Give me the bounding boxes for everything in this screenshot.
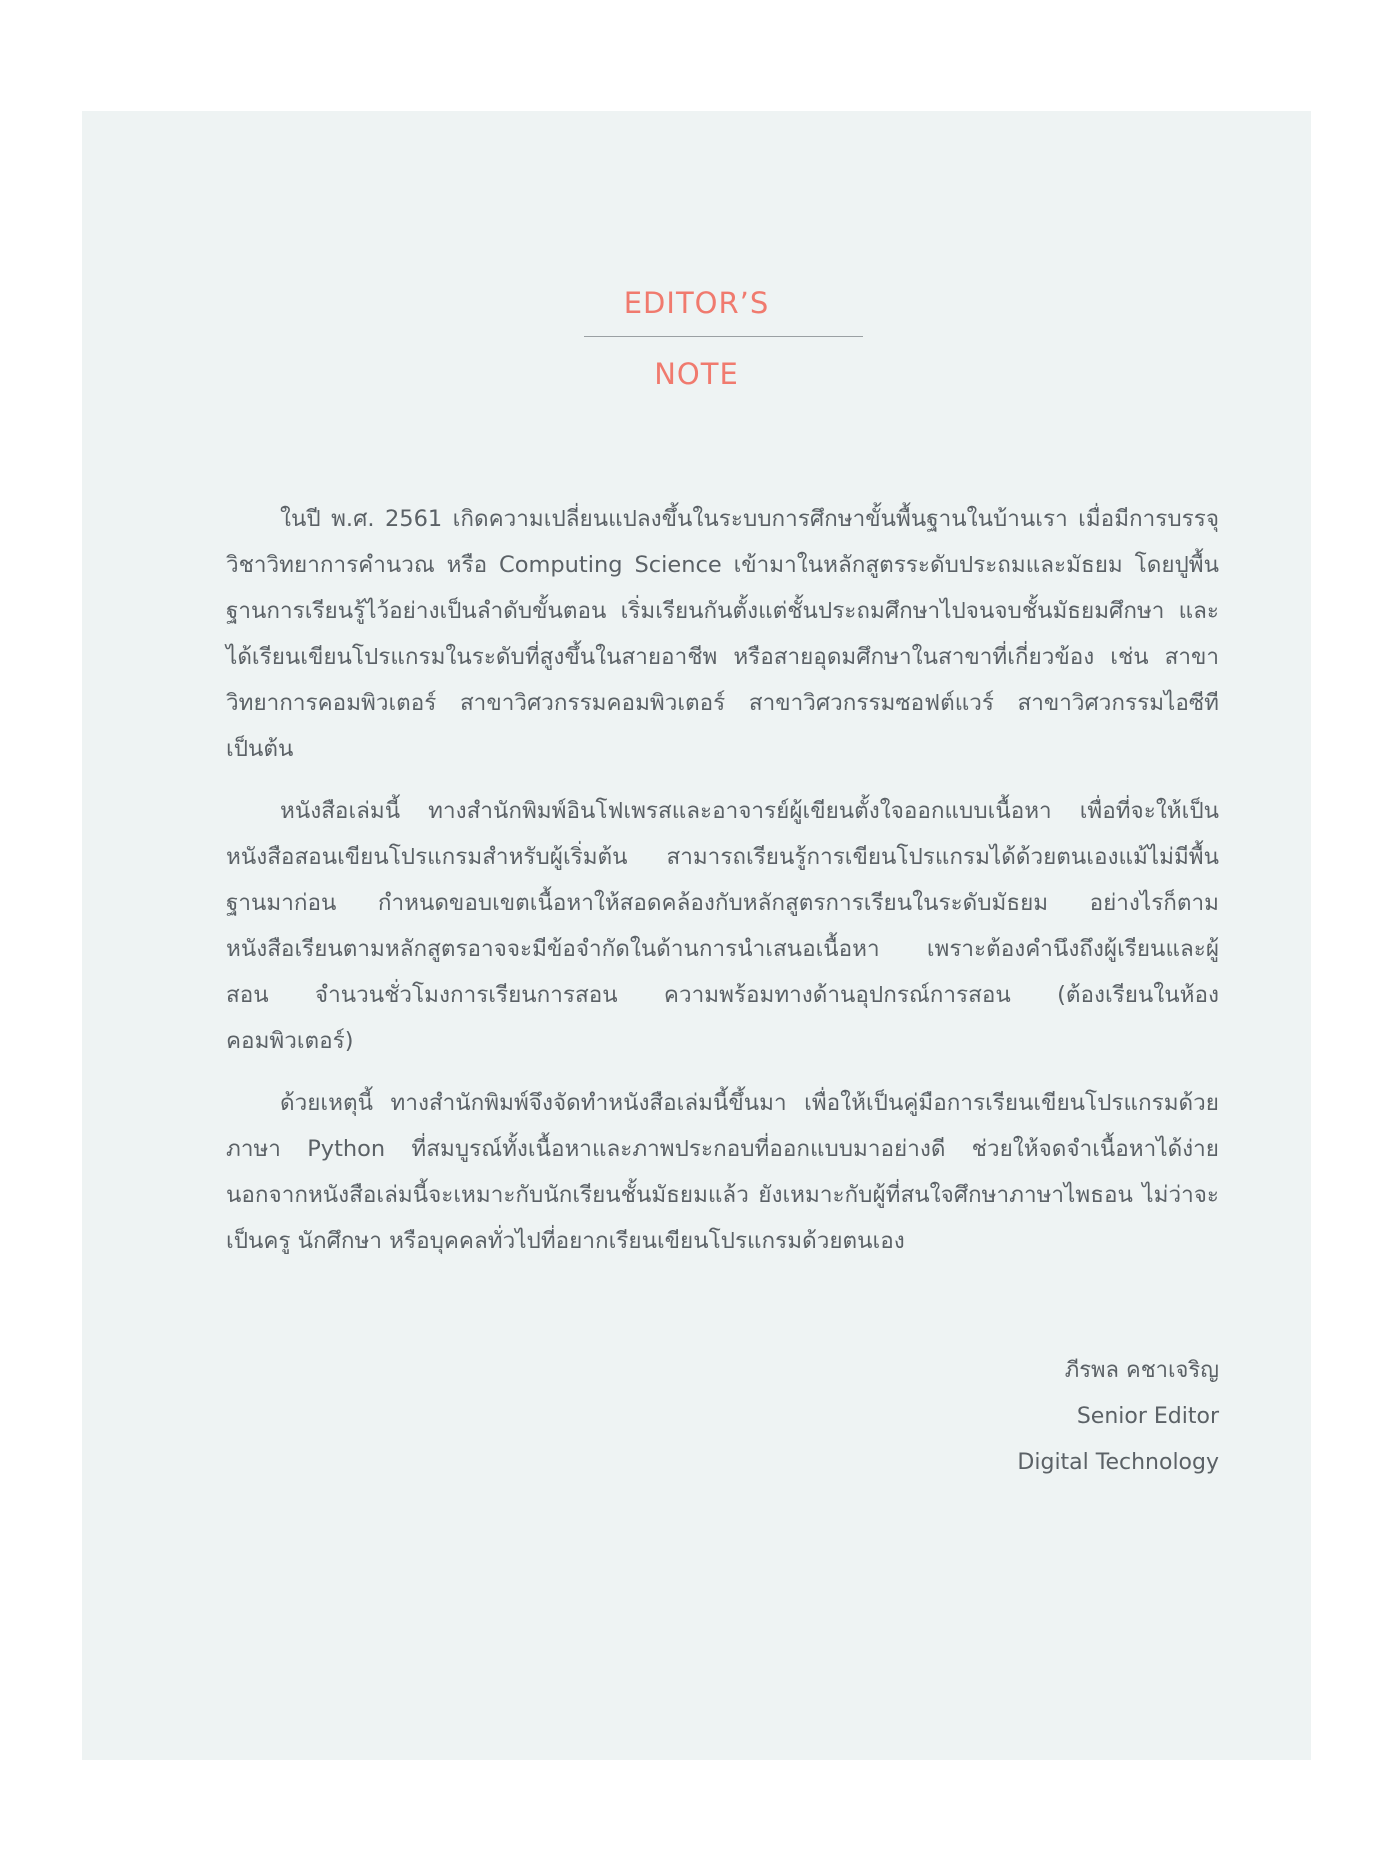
paragraph-1: ในปี พ.ศ. 2561 เกิดความเปลี่ยนแปลงขึ้นในระบบการศึกษาขั้นพื้นฐานในบ้านเรา เมื่อมีการบรรจุวิชาวิทยาการคำนวณ หรือ Computing Science เข้ามาในหลักสูตรระดับประถมและมัธยม โดยปูพื้นฐานการเรียนรู้ไว้อย่างเป็นลำดับขั้นตอน เริ่มเรียนกันตั้งแต่ชั้นประถมศึกษาไปจนจบชั้นมัธยมศึกษา และได้เรียนเขียนโปรแกรมในระดับที่สูงขึ้นในสายอาชีพ หรือสายอุดมศึกษาในสาขาที่เกี่ยวข้อง เช่น สาขาวิทยาการคอมพิวเตอร์ สาขาวิศวกรรมคอมพิวเตอร์ สาขาวิศวกรรมซอฟต์แวร์ สาขาวิศวกรรมไอซีที เป็นต้น	[226, 506, 1219, 762]
signature-name: ภีรพล คชาเจริญ	[1064, 1358, 1219, 1383]
heading-divider	[584, 336, 863, 337]
heading-editors: EDITOR’S	[623, 286, 770, 320]
paragraph-2: หนังสือเล่มนี้ ทางสำนักพิมพ์อินโฟเพรสและอาจารย์ผู้เขียนตั้งใจออกแบบเนื้อหา เพื่อที่จะให้เป็นหนังสือสอนเขียนโปรแกรมสำหรับผู้เริ่มต้น สามารถเรียนรู้การเขียนโปรแกรมได้ด้วยตนเองแม้ไม่มีพื้นฐานมาก่อน กำหนดขอบเขตเนื้อหาให้สอดคล้องกับหลักสูตรการเรียนในระดับมัธยม อย่างไรก็ตาม หนังสือเรียนตามหลักสูตรอาจจะมีข้อจำกัดในด้านการนำเสนอเนื้อหา เพราะต้องคำนึงถึงผู้เรียนและผู้สอน จำนวนชั่วโมงการเรียนการสอน ความพร้อมทางด้านอุปกรณ์การสอน (ต้องเรียนในห้องคอมพิวเตอร์)	[226, 798, 1219, 1054]
signature-organization: Digital Technology	[1017, 1450, 1219, 1475]
paragraph-3: ด้วยเหตุนี้ ทางสำนักพิมพ์จึงจัดทำหนังสือเล่มนี้ขึ้นมา เพื่อให้เป็นคู่มือการเรียนเขียนโปรแกรมด้วยภาษา Python ที่สมบูรณ์ทั้งเนื้อหาและภาพประกอบที่ออกแบบมาอย่างดี ช่วยให้จดจำเนื้อหาได้ง่าย นอกจากหนังสือเล่มนี้จะเหมาะกับนักเรียนชั้นมัธยมแล้ว ยังเหมาะกับผู้ที่สนใจศึกษาภาษาไพธอน ไม่ว่าจะเป็นครู นักศึกษา หรือบุคคลทั่วไปที่อยากเรียนเขียนโปรแกรมด้วยตนเอง	[226, 1090, 1219, 1254]
signature-block	[1017, 1348, 1219, 1486]
note-body	[226, 496, 1219, 1280]
heading-note: NOTE	[654, 357, 739, 391]
editors-note-panel	[82, 111, 1311, 1760]
signature-role: Senior Editor	[1076, 1404, 1219, 1429]
